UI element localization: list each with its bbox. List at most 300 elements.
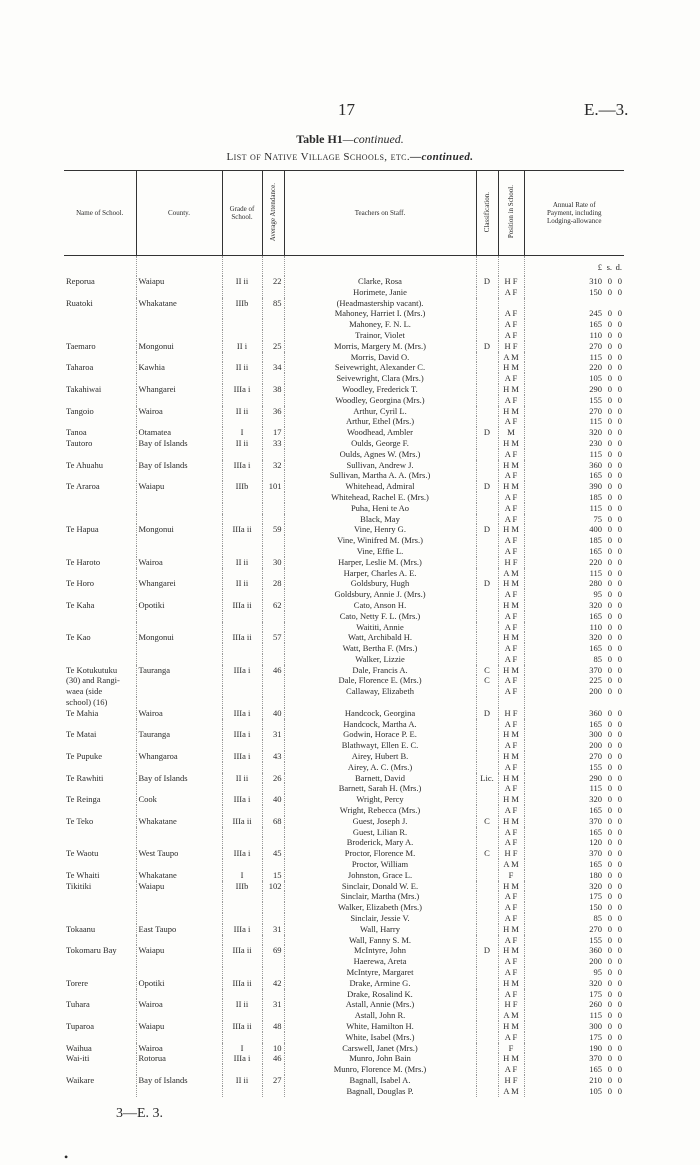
shillings-value: 0 bbox=[607, 934, 612, 945]
county-cell: Wairoa bbox=[136, 557, 222, 568]
attendance-cell bbox=[262, 654, 284, 665]
county-cell bbox=[136, 859, 222, 870]
annual-rate-cell bbox=[524, 406, 624, 417]
position-cell: H F bbox=[498, 999, 524, 1010]
teacher-cell: (Headmastership vacant). bbox=[284, 298, 476, 309]
table-row bbox=[64, 395, 624, 406]
classification-cell bbox=[476, 762, 498, 773]
teacher-cell: Sinclair, Donald W. E. bbox=[284, 881, 476, 892]
shillings-value: 0 bbox=[607, 383, 612, 394]
teacher-cell: Callaway, Elizabeth bbox=[284, 686, 476, 697]
school-name-cell bbox=[64, 352, 136, 363]
grade-cell bbox=[222, 535, 262, 546]
pence-value: 0 bbox=[617, 513, 622, 524]
shillings-value: 0 bbox=[607, 794, 612, 805]
shillings-value: 0 bbox=[607, 416, 612, 427]
position-cell: A F bbox=[498, 686, 524, 697]
grade-cell: IIIb bbox=[222, 881, 262, 892]
table-row bbox=[64, 622, 624, 633]
grade-cell bbox=[222, 503, 262, 514]
unit-pounds: £ bbox=[597, 262, 602, 272]
classification-cell bbox=[476, 514, 498, 525]
county-cell: Whangarei bbox=[136, 384, 222, 395]
annual-rate-cell bbox=[524, 708, 624, 719]
table-row bbox=[64, 362, 624, 373]
county-cell: Bay of Islands bbox=[136, 1075, 222, 1086]
header-annual-rate bbox=[524, 171, 624, 256]
classification-cell: D bbox=[476, 524, 498, 535]
school-name-cell: Te Kao bbox=[64, 632, 136, 643]
county-cell: Waiapu bbox=[136, 481, 222, 492]
annual-rate-cell bbox=[524, 395, 624, 406]
classification-cell bbox=[476, 729, 498, 740]
attendance-cell bbox=[262, 492, 284, 503]
pounds-value: 185 bbox=[589, 535, 602, 546]
teacher-cell: Woodley, Frederick T. bbox=[284, 384, 476, 395]
grade-cell bbox=[222, 686, 262, 697]
header-teachers: Teachers on Staff. bbox=[284, 171, 476, 256]
shillings-value: 0 bbox=[607, 707, 612, 718]
school-name-cell bbox=[64, 827, 136, 838]
annual-rate-cell bbox=[524, 870, 624, 881]
shillings-value: 0 bbox=[607, 308, 612, 319]
teacher-cell: Guest, Joseph J. bbox=[284, 816, 476, 827]
annual-rate-cell bbox=[524, 978, 624, 989]
school-name-cell: Te Reinga bbox=[64, 794, 136, 805]
pounds-value: 115 bbox=[589, 502, 602, 513]
attendance-cell bbox=[262, 503, 284, 514]
table-row bbox=[64, 935, 624, 946]
annual-rate-cell bbox=[524, 568, 624, 579]
shillings-value: 0 bbox=[607, 437, 612, 448]
grade-cell: I bbox=[222, 870, 262, 881]
county-cell bbox=[136, 956, 222, 967]
teacher-cell: Woodley, Georgina (Mrs.) bbox=[284, 395, 476, 406]
classification-cell bbox=[476, 751, 498, 762]
attendance-cell bbox=[262, 686, 284, 697]
teacher-cell: Blathwayt, Ellen E. C. bbox=[284, 740, 476, 751]
county-cell bbox=[136, 492, 222, 503]
pounds-value: 370 bbox=[589, 1053, 602, 1064]
classification-cell bbox=[476, 719, 498, 730]
grade-cell bbox=[222, 1010, 262, 1021]
school-name-cell: Te Whaiti bbox=[64, 870, 136, 881]
shillings-value: 0 bbox=[607, 967, 612, 977]
pounds-value: 105 bbox=[589, 1085, 602, 1096]
classification-cell bbox=[476, 589, 498, 600]
classification-cell bbox=[476, 287, 498, 298]
attendance-cell: 31 bbox=[262, 999, 284, 1010]
classification-cell bbox=[476, 568, 498, 579]
classification-cell: D bbox=[476, 945, 498, 956]
table-row bbox=[64, 611, 624, 622]
attendance-cell bbox=[262, 373, 284, 384]
school-name-cell: Waihua bbox=[64, 1043, 136, 1054]
grade-cell: II ii bbox=[222, 999, 262, 1010]
pounds-value: 115 bbox=[589, 448, 602, 459]
position-cell: A F bbox=[498, 891, 524, 902]
header-attendance-text: Average Attendance. bbox=[269, 182, 277, 242]
shillings-value: 0 bbox=[607, 1020, 612, 1031]
school-name-cell: Takahiwai bbox=[64, 384, 136, 395]
shillings-value: 0 bbox=[607, 902, 612, 913]
annual-rate-cell bbox=[524, 449, 624, 460]
county-cell: East Taupo bbox=[136, 924, 222, 935]
pence-value: 0 bbox=[617, 578, 622, 589]
county-cell bbox=[136, 546, 222, 557]
position-cell: A M bbox=[498, 1086, 524, 1097]
classification-cell bbox=[476, 891, 498, 902]
county-cell bbox=[136, 740, 222, 751]
position-cell: F bbox=[498, 870, 524, 881]
position-cell: A F bbox=[498, 395, 524, 406]
table-row bbox=[64, 719, 624, 730]
school-name-cell bbox=[64, 287, 136, 298]
school-name-cell: Taemaro bbox=[64, 341, 136, 352]
county-cell bbox=[136, 1086, 222, 1097]
county-cell bbox=[136, 416, 222, 427]
grade-cell: IIIa ii bbox=[222, 1021, 262, 1032]
county-cell: Waiapu bbox=[136, 1021, 222, 1032]
attendance-cell: 28 bbox=[262, 578, 284, 589]
attendance-cell: 46 bbox=[262, 1053, 284, 1064]
table-title-text: Table H1 bbox=[296, 132, 343, 146]
shillings-value: 0 bbox=[607, 837, 612, 848]
grade-cell bbox=[222, 956, 262, 967]
pence-value: 0 bbox=[617, 859, 622, 870]
table-row bbox=[64, 373, 624, 384]
classification-cell: C bbox=[476, 665, 498, 676]
attendance-cell: 34 bbox=[262, 362, 284, 373]
annual-rate-cell bbox=[524, 298, 624, 309]
annual-rate-cell bbox=[524, 805, 624, 816]
classification-cell bbox=[476, 805, 498, 816]
teacher-cell: White, Isabel (Mrs.) bbox=[284, 1032, 476, 1043]
grade-cell bbox=[222, 967, 262, 978]
annual-rate-cell bbox=[524, 924, 624, 935]
pounds-value: 115 bbox=[589, 783, 602, 794]
attendance-cell: 101 bbox=[262, 481, 284, 492]
teacher-cell: Carswell, Janet (Mrs.) bbox=[284, 1043, 476, 1054]
table-row bbox=[64, 416, 624, 427]
teacher-cell: Whitehead, Rachel E. (Mrs.) bbox=[284, 492, 476, 503]
county-cell: Opotiki bbox=[136, 978, 222, 989]
position-cell: H M bbox=[498, 384, 524, 395]
pence-value: 0 bbox=[617, 286, 622, 297]
teacher-cell: Cato, Netty F. L. (Mrs.) bbox=[284, 611, 476, 622]
subtitle-continued: —continued. bbox=[410, 151, 474, 163]
grade-cell: IIIa i bbox=[222, 848, 262, 859]
school-name-cell: Te Rawhiti bbox=[64, 773, 136, 784]
table-row bbox=[64, 535, 624, 546]
annual-rate-cell bbox=[524, 416, 624, 427]
pence-value: 0 bbox=[617, 707, 622, 718]
table-header-row bbox=[64, 171, 624, 256]
pounds-value: 155 bbox=[589, 934, 602, 945]
attendance-cell: 57 bbox=[262, 632, 284, 643]
county-cell bbox=[136, 330, 222, 341]
teacher-cell: Dale, Florence E. (Mrs.) bbox=[284, 675, 476, 686]
pence-value: 0 bbox=[617, 805, 622, 816]
grade-cell bbox=[222, 783, 262, 794]
classification-cell bbox=[476, 956, 498, 967]
grade-cell: II ii bbox=[222, 406, 262, 417]
table-row bbox=[64, 341, 624, 352]
attendance-cell: 10 bbox=[262, 1043, 284, 1054]
attendance-cell bbox=[262, 568, 284, 579]
county-cell bbox=[136, 373, 222, 384]
county-cell bbox=[136, 719, 222, 730]
pounds-value: 310 bbox=[589, 276, 602, 286]
grade-cell: IIIa i bbox=[222, 924, 262, 935]
pounds-value: 110 bbox=[589, 329, 602, 340]
grade-cell bbox=[222, 622, 262, 633]
classification-cell: D bbox=[476, 578, 498, 589]
table-row bbox=[64, 891, 624, 902]
attendance-cell bbox=[262, 967, 284, 978]
teacher-cell: Drake, Armine G. bbox=[284, 978, 476, 989]
teacher-cell: Waititi, Annie bbox=[284, 622, 476, 633]
teacher-cell: Cato, Anson H. bbox=[284, 600, 476, 611]
pence-value: 0 bbox=[617, 405, 622, 416]
school-name-cell: Tuhara bbox=[64, 999, 136, 1010]
shillings-value: 0 bbox=[607, 459, 612, 470]
position-cell: H M bbox=[498, 665, 524, 676]
attendance-cell bbox=[262, 740, 284, 751]
shillings-value: 0 bbox=[607, 718, 612, 729]
teacher-cell: Godwin, Horace P. E. bbox=[284, 729, 476, 740]
classification-cell: D bbox=[476, 341, 498, 352]
pounds-value: 320 bbox=[589, 632, 602, 643]
pounds-value: 105 bbox=[589, 373, 602, 384]
attendance-cell: 31 bbox=[262, 729, 284, 740]
attendance-cell: 22 bbox=[262, 276, 284, 287]
school-name-cell bbox=[64, 719, 136, 730]
school-name-cell bbox=[64, 891, 136, 902]
grade-cell bbox=[222, 589, 262, 600]
annual-rate-cell bbox=[524, 276, 624, 287]
position-cell: H F bbox=[498, 557, 524, 568]
teacher-cell: Watt, Archibald H. bbox=[284, 632, 476, 643]
shillings-value: 0 bbox=[607, 643, 612, 654]
school-name-cell: Tautoro bbox=[64, 438, 136, 449]
school-name-cell bbox=[64, 643, 136, 654]
classification-cell bbox=[476, 697, 498, 708]
annual-rate-cell bbox=[524, 1064, 624, 1075]
attendance-cell bbox=[262, 1086, 284, 1097]
county-cell: Mongonui bbox=[136, 524, 222, 535]
shillings-value: 0 bbox=[607, 1074, 612, 1085]
annual-rate-cell bbox=[524, 945, 624, 956]
table-row bbox=[64, 762, 624, 773]
header-position bbox=[498, 171, 524, 256]
position-cell: A F bbox=[498, 913, 524, 924]
annual-rate-cell bbox=[524, 1075, 624, 1086]
shillings-value: 0 bbox=[607, 815, 612, 826]
shillings-value: 0 bbox=[607, 869, 612, 880]
table-row bbox=[64, 503, 624, 514]
teacher-cell: Horimete, Janie bbox=[284, 287, 476, 298]
annual-rate-cell bbox=[524, 524, 624, 535]
table-row bbox=[64, 870, 624, 881]
table-row bbox=[64, 902, 624, 913]
county-cell bbox=[136, 308, 222, 319]
school-name-cell bbox=[64, 762, 136, 773]
attendance-cell bbox=[262, 719, 284, 730]
position-cell: A F bbox=[498, 956, 524, 967]
attendance-cell: 30 bbox=[262, 557, 284, 568]
attendance-cell bbox=[262, 352, 284, 363]
shillings-value: 0 bbox=[607, 751, 612, 762]
grade-cell bbox=[222, 859, 262, 870]
shillings-value: 0 bbox=[607, 599, 612, 610]
county-cell bbox=[136, 675, 222, 686]
position-cell: H M bbox=[498, 816, 524, 827]
pounds-value: 75 bbox=[593, 513, 602, 524]
shillings-value: 0 bbox=[607, 362, 612, 373]
pence-value: 0 bbox=[617, 362, 622, 373]
shillings-value: 0 bbox=[607, 1064, 612, 1075]
table-body bbox=[64, 256, 624, 1097]
position-cell: A F bbox=[498, 308, 524, 319]
table-row bbox=[64, 1010, 624, 1021]
annual-rate-cell bbox=[524, 665, 624, 676]
annual-rate-cell bbox=[524, 319, 624, 330]
attendance-cell: 59 bbox=[262, 524, 284, 535]
county-cell bbox=[136, 762, 222, 773]
shillings-value: 0 bbox=[607, 621, 612, 632]
annual-rate-cell bbox=[524, 492, 624, 503]
annual-rate-cell bbox=[524, 589, 624, 600]
position-cell: H F bbox=[498, 708, 524, 719]
position-cell: A F bbox=[498, 902, 524, 913]
pounds-value: 175 bbox=[589, 988, 602, 999]
attendance-cell bbox=[262, 449, 284, 460]
table-row bbox=[64, 308, 624, 319]
grade-cell: IIIa i bbox=[222, 460, 262, 471]
grade-cell: IIIa i bbox=[222, 708, 262, 719]
table-row bbox=[64, 794, 624, 805]
pounds-value: 190 bbox=[589, 1042, 602, 1053]
table-row bbox=[64, 859, 624, 870]
pounds-value: 85 bbox=[593, 913, 602, 924]
position-cell: H M bbox=[498, 978, 524, 989]
position-cell: H M bbox=[498, 481, 524, 492]
shillings-value: 0 bbox=[607, 686, 612, 697]
pounds-value: 200 bbox=[589, 956, 602, 967]
attendance-cell: 45 bbox=[262, 848, 284, 859]
shillings-value: 0 bbox=[607, 405, 612, 416]
county-cell bbox=[136, 935, 222, 946]
attendance-cell: 85 bbox=[262, 298, 284, 309]
shillings-value: 0 bbox=[607, 567, 612, 578]
annual-rate-cell bbox=[524, 1032, 624, 1043]
shillings-value: 0 bbox=[607, 535, 612, 546]
teacher-cell: Barnett, Sarah H. (Mrs.) bbox=[284, 783, 476, 794]
grade-cell bbox=[222, 611, 262, 622]
school-name-cell: Taharoa bbox=[64, 362, 136, 373]
annual-rate-cell bbox=[524, 859, 624, 870]
shillings-value: 0 bbox=[607, 545, 612, 556]
county-cell: Whangaroa bbox=[136, 751, 222, 762]
shillings-value: 0 bbox=[607, 351, 612, 362]
attendance-cell bbox=[262, 989, 284, 1000]
shillings-value: 0 bbox=[607, 394, 612, 405]
teacher-cell: Whitehead, Admiral bbox=[284, 481, 476, 492]
county-cell bbox=[136, 989, 222, 1000]
annual-rate-cell bbox=[524, 514, 624, 525]
grade-cell bbox=[222, 546, 262, 557]
pence-value: 0 bbox=[617, 869, 622, 880]
shillings-value: 0 bbox=[607, 1085, 612, 1096]
classification-cell bbox=[476, 330, 498, 341]
classification-cell bbox=[476, 362, 498, 373]
teacher-cell: Oulds, Agnes W. (Mrs.) bbox=[284, 449, 476, 460]
grade-cell bbox=[222, 514, 262, 525]
position-cell: H F bbox=[498, 1075, 524, 1086]
school-name-cell: Te Kotukutuku bbox=[64, 665, 136, 676]
pounds-value: 290 bbox=[589, 772, 602, 783]
position-cell: A M bbox=[498, 1010, 524, 1021]
position-cell: A F bbox=[498, 611, 524, 622]
attendance-cell bbox=[262, 913, 284, 924]
position-cell bbox=[498, 697, 524, 708]
pence-value: 0 bbox=[617, 945, 622, 956]
shillings-value: 0 bbox=[607, 988, 612, 999]
school-name-cell: Te Kaha bbox=[64, 600, 136, 611]
classification-cell bbox=[476, 449, 498, 460]
grade-cell: IIIb bbox=[222, 481, 262, 492]
pounds-value: 370 bbox=[589, 664, 602, 675]
school-name-cell: Tokomaru Bay bbox=[64, 945, 136, 956]
county-cell bbox=[136, 913, 222, 924]
county-cell bbox=[136, 967, 222, 978]
attendance-cell bbox=[262, 956, 284, 967]
classification-cell bbox=[476, 416, 498, 427]
pounds-value: 360 bbox=[589, 945, 602, 956]
table-title bbox=[0, 132, 700, 147]
county-cell bbox=[136, 805, 222, 816]
position-cell: A F bbox=[498, 514, 524, 525]
teacher-cell: Arthur, Cyril L. bbox=[284, 406, 476, 417]
teacher-cell: Barnett, David bbox=[284, 773, 476, 784]
school-name-cell bbox=[64, 783, 136, 794]
school-name-cell: Te Matai bbox=[64, 729, 136, 740]
pounds-value: 115 bbox=[589, 567, 602, 578]
table-row bbox=[64, 438, 624, 449]
classification-cell: C bbox=[476, 816, 498, 827]
grade-cell: II ii bbox=[222, 438, 262, 449]
school-name-cell bbox=[64, 967, 136, 978]
grade-cell: IIIa ii bbox=[222, 632, 262, 643]
school-name-cell: waea (side bbox=[64, 686, 136, 697]
pence-value: 0 bbox=[617, 751, 622, 762]
pence-value: 0 bbox=[617, 675, 622, 686]
table-row bbox=[64, 557, 624, 568]
annual-rate-cell bbox=[524, 438, 624, 449]
school-name-cell bbox=[64, 837, 136, 848]
classification-cell bbox=[476, 492, 498, 503]
pence-value: 0 bbox=[617, 783, 622, 794]
attendance-cell: 33 bbox=[262, 438, 284, 449]
classification-cell bbox=[476, 373, 498, 384]
teacher-cell: Harper, Leslie M. (Mrs.) bbox=[284, 557, 476, 568]
shillings-value: 0 bbox=[607, 481, 612, 492]
school-name-cell: Te Mahia bbox=[64, 708, 136, 719]
county-cell: Waiapu bbox=[136, 276, 222, 287]
pounds-value: 210 bbox=[589, 1074, 602, 1085]
grade-cell: IIIa ii bbox=[222, 524, 262, 535]
